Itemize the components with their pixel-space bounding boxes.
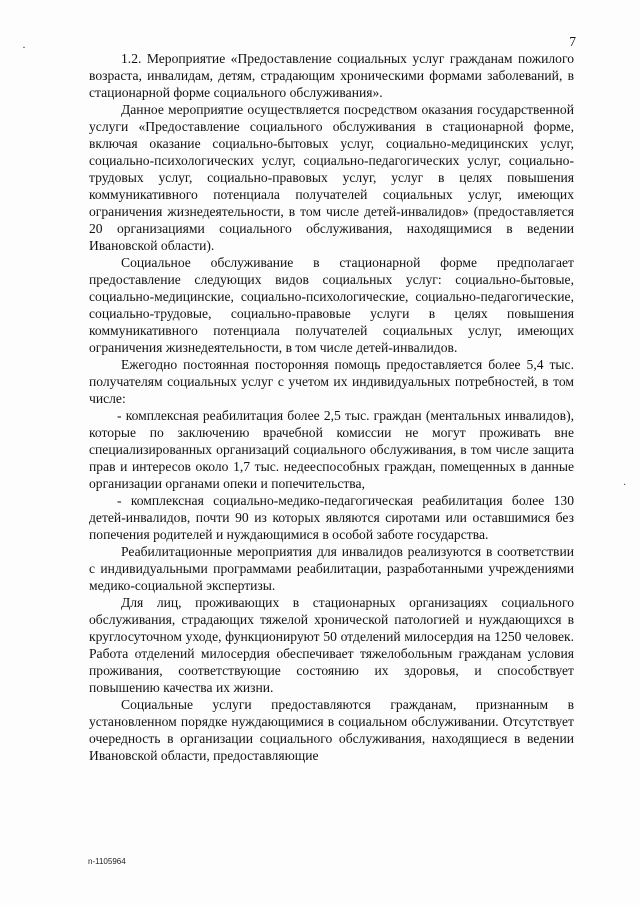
section-heading-paragraph: 1.2. Мероприятие «Предоставление социальных услуг гражданам пожилого возраста, инвалидам, детям, страдающим хроническими формами заболеваний, в стационарной форме социального обслуживания». <box>89 51 574 100</box>
body-paragraph: Социальное обслуживание в стационарной форме предполагает предоставление следующих видов социальных услуг: социально-бытовые, социально-медицинские, социально-психологические, социально-педагогические, социально-трудовые, социально-правовые услуги в целях повышения коммуникативного потенциала получателей социальных услуг, имеющих ограничения жизнедеятельности, в том числе детей-инвалидов. <box>89 255 574 355</box>
body-paragraph: Ежегодно постоянная посторонняя помощь предоставляется более 5,4 тыс. получателям социальных услуг с учетом их индивидуальных потребностей, в том числе: <box>89 357 574 406</box>
margin-mark-top: · <box>22 40 26 54</box>
body-paragraph: Для лиц, проживающих в стационарных организациях социального обслуживания, страдающих тяжелой хронической патологией и нуждающихся в круглосуточном уходе, функционируют 50 отделений милосердия на 1250 человек. Работа отделений милосердия обеспечивает тяжелобольным гражданам условия проживания, соответствующие состоянию их здоровья, и способствует повышению качества их жизни. <box>89 595 574 695</box>
list-item-paragraph: - комплексная социально-медико-педагогическая реабилитация более 130 детей-инвалидов, почти 90 из которых являются сиротами или оставшимися без попечения родителей и нуждающимися в особой заботе государства. <box>89 493 574 542</box>
body-paragraph: Реабилитационные мероприятия для инвалидов реализуются в соответствии с индивидуальными программами реабилитации, разработанными учреждениями медико-социальной экспертизы. <box>89 544 574 593</box>
body-paragraph: Социальные услуги предоставляются гражданам, признанным в установленном порядке нуждающимися в социальном обслуживании. Отсутствует очередность в организации социального обслуживания, находящиеся в ведении Ивановской области, предоставляющие <box>89 697 574 763</box>
body-paragraph: Данное мероприятие осуществляется посредством оказания государственной услуги «Предоставление социального обслуживания в стационарной форме, включая оказание социально-бытовых услуг, социально-медицинских услуг, социально-психологических услуг, социально-педагогических услуг, социально-трудовых услуг, социально-правовых услуг, услуг в целях повышения коммуникативного потенциала получателей социальных услуг, имеющих ограничения жизнедеятельности, в том числе детей-инвалидов» (предоставляется 20 организациями социального обслуживания, находящимися в ведении Ивановской области). <box>89 102 574 253</box>
document-body <box>89 50 574 764</box>
page-number: 7 <box>569 34 576 49</box>
margin-mark-right: · <box>623 480 627 491</box>
document-code: n-1105964 <box>88 857 126 866</box>
list-item-paragraph: - комплексная реабилитация более 2,5 тыс. граждан (ментальных инвалидов), которые по заключению врачебной комиссии не могут проживать вне специализированных организаций социального обслуживания, в том числе защита прав и интересов около 1,7 тыс. недееспособных граждан, помещенных в данные организации органами опеки и попечительства, <box>89 408 574 491</box>
